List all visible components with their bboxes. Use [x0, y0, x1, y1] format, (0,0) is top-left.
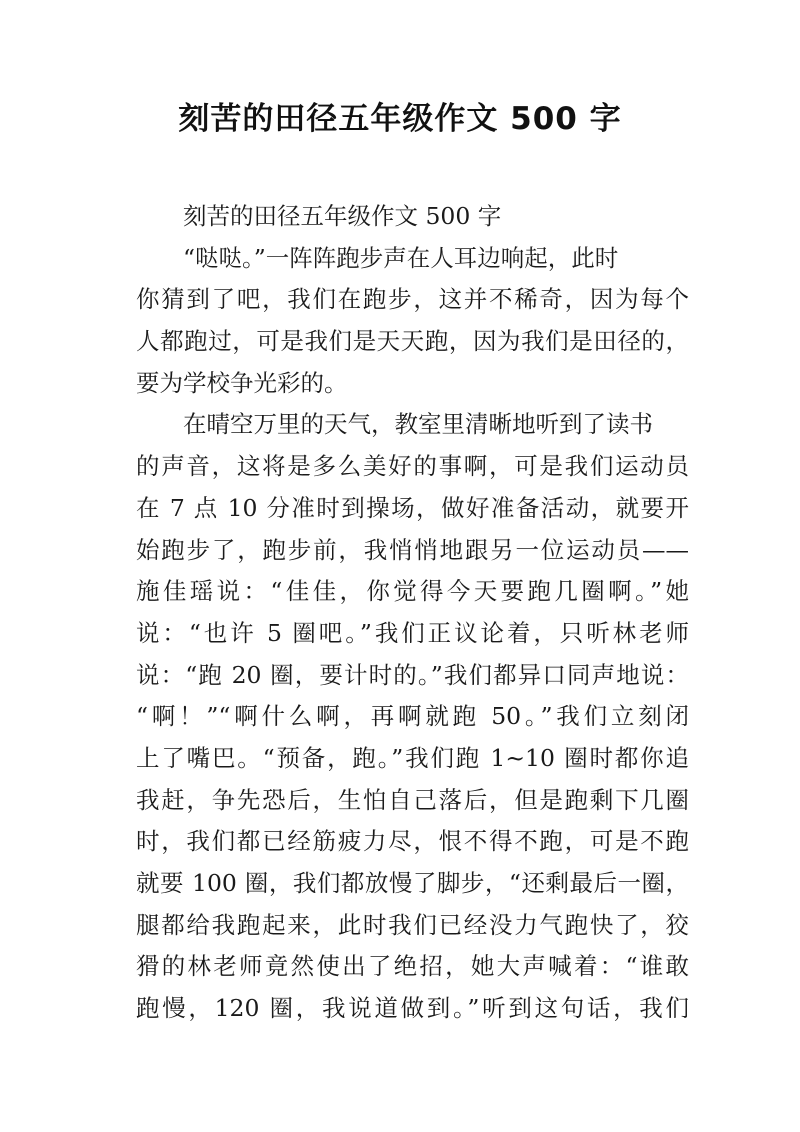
- paragraph-line: 我赶，争先恐后，生怕自己落后，但是跑剩下几圈: [136, 785, 689, 814]
- paragraph-line: 的声音，这将是多么美好的事啊，可是我们运动员: [136, 452, 689, 481]
- paragraph-line: 你猜到了吧，我们在跑步，这并不稀奇，因为每个: [136, 285, 689, 314]
- paragraph-line: 腿都给我跑起来，此时我们已经没力气跑快了，狡: [136, 910, 689, 939]
- paragraph-line: 要为学校争光彩的。: [136, 368, 348, 397]
- paragraph-line: 上了嘴巴。“预备，跑。”我们跑 1~10 圈时都你追: [136, 743, 689, 772]
- paragraph-line: 跑慢，120 圈，我说道做到。”听到这句话，我们: [136, 994, 689, 1023]
- paragraph-line: 在晴空万里的天气，教室里清晰地听到了读书: [183, 410, 653, 439]
- paragraph-line: 猾的林老师竟然使出了绝招，她大声喊着：“谁敢: [136, 952, 689, 981]
- paragraph-line: “啊！”“啊什么啊，再啊就跑 50。”我们立刻闭: [136, 702, 689, 731]
- paragraph-line: 说：“跑 20 圈，要计时的。”我们都异口同声地说：: [136, 660, 689, 689]
- paragraph-line: 人都跑过，可是我们是天天跑，因为我们是田径的，: [136, 327, 689, 356]
- document-body: [136, 196, 696, 1030]
- subtitle-line: 刻苦的田径五年级作文 500 字: [183, 202, 502, 230]
- paragraph-line: 时，我们都已经筋疲力尽，恨不得不跑，可是不跑: [136, 827, 689, 856]
- paragraph-line: “哒哒。”一阵阵跑步声在人耳边响起，此时: [183, 243, 619, 272]
- document-title: 刻苦的田径五年级作文 500 字: [178, 101, 622, 137]
- paragraph-line: 就要 100 圈，我们都放慢了脚步，“还剩最后一圈，: [136, 869, 689, 897]
- paragraph-line: 说：“也许 5 圈吧。”我们正议论着，只听林老师: [136, 618, 689, 647]
- paragraph-line: 施佳瑶说：“佳佳，你觉得今天要跑几圈啊。”她: [136, 577, 689, 606]
- paragraph-line: 始跑步了，跑步前，我悄悄地跟另一位运动员——: [136, 535, 689, 564]
- paragraph-line: 在 7 点 10 分准时到操场，做好准备活动，就要开: [136, 493, 689, 522]
